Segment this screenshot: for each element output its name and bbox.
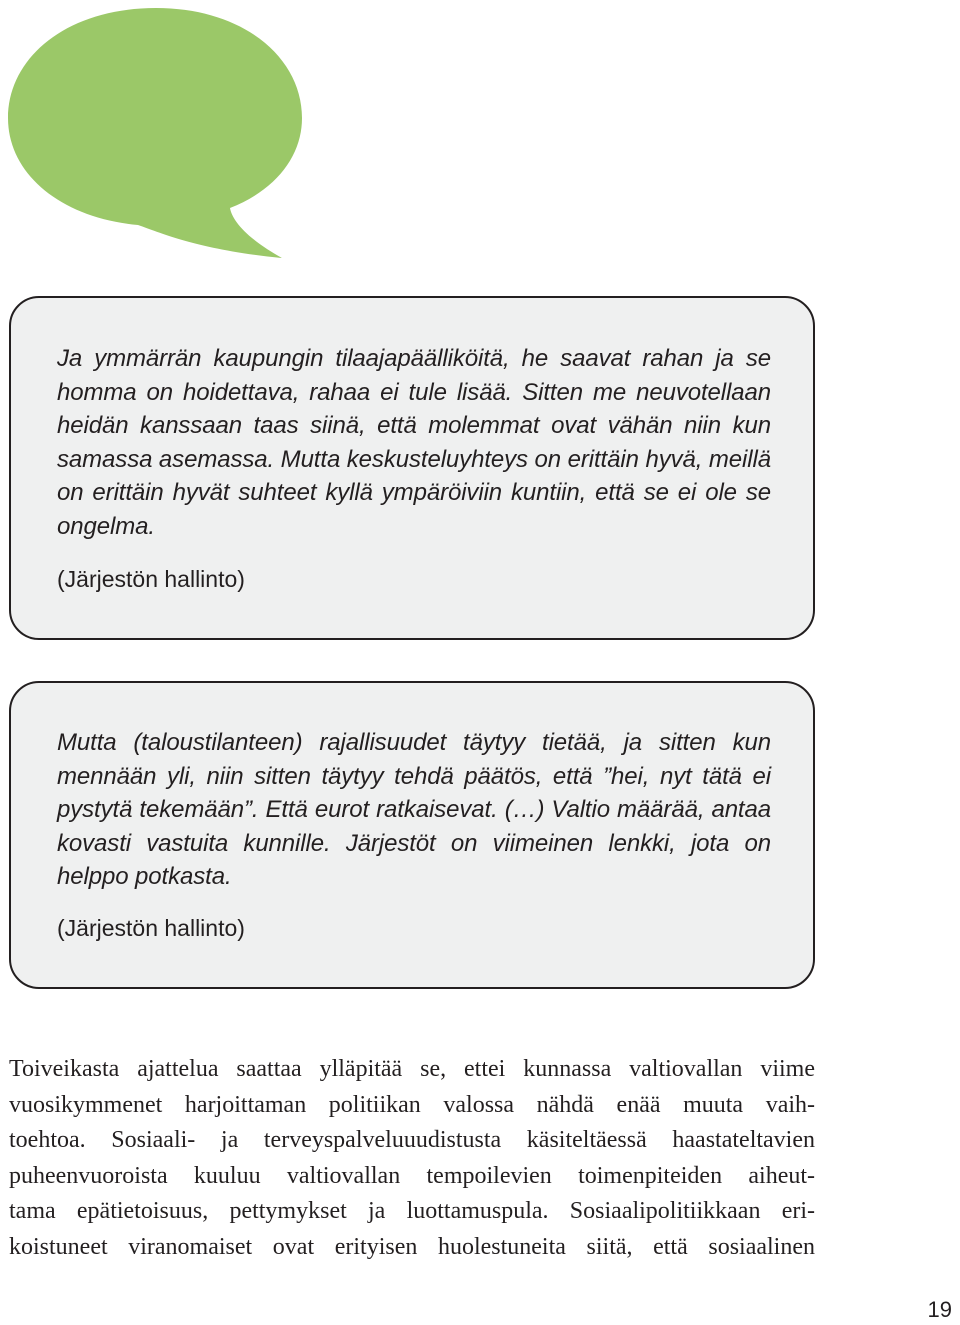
body-line: puheenvuoroista kuuluu valtiovallan tempoilevien toimenpiteiden aiheut- <box>9 1162 815 1189</box>
quote-text: Mutta (taloustilanteen) rajallisuudet täytyy tietää, ja sitten kun mennään yli, niin sitten täytyy tehdä päätös, että ”hei, nyt tätä ei pystytä tekemään”. Että eurot ratkaisevat. (…) Valtio määrää, antaa kovasti vastuita kunnille. Järjestöt on viimeinen lenkki, jota on helppo potkasta. <box>57 729 771 890</box>
body-paragraph <box>9 1052 815 1266</box>
quote-source: (Järjestön hallinto) <box>57 915 245 941</box>
body-line: koistuneet viranomaiset ovat erityisen huolestuneita siitä, että sosiaalinen <box>9 1233 815 1260</box>
quote-source: (Järjestön hallinto) <box>57 566 245 592</box>
quote-box-2 <box>9 681 815 989</box>
page-number: 19 <box>927 1297 952 1322</box>
body-line: Toiveikasta ajattelua saattaa ylläpitää se, ettei kunnassa valtiovallan viime <box>9 1056 815 1082</box>
body-line: toehtoa. Sosiaali- ja terveyspalveluuudistusta käsiteltäessä haastateltavien <box>9 1127 815 1154</box>
quote-text: Ja ymmärrän kaupungin tilaajapäälliköitä, he saavat rahan ja se homma on hoidettava, rahaa ei tule lisää. Sitten me neuvotellaan heidän kanssaan taas siinä, että molemmat ovat vähän niin kun samassa asemassa. Mutta keskusteluyhteys on erittäin hyvä, meillä on erittäin hyvät suhteet kyllä ympäröiviin kuntiin, että se ei ole se ongelma. <box>57 345 771 540</box>
quote-box-1 <box>9 296 815 640</box>
body-line: vuosikymmenet harjoittaman politiikan valossa nähdä enää muuta vaih- <box>9 1091 815 1118</box>
body-line: tama epätietoisuus, pettymykset ja luottamuspula. Sosiaalipolitiikkaan eri- <box>9 1198 815 1225</box>
speech-bubble-icon <box>6 6 306 266</box>
